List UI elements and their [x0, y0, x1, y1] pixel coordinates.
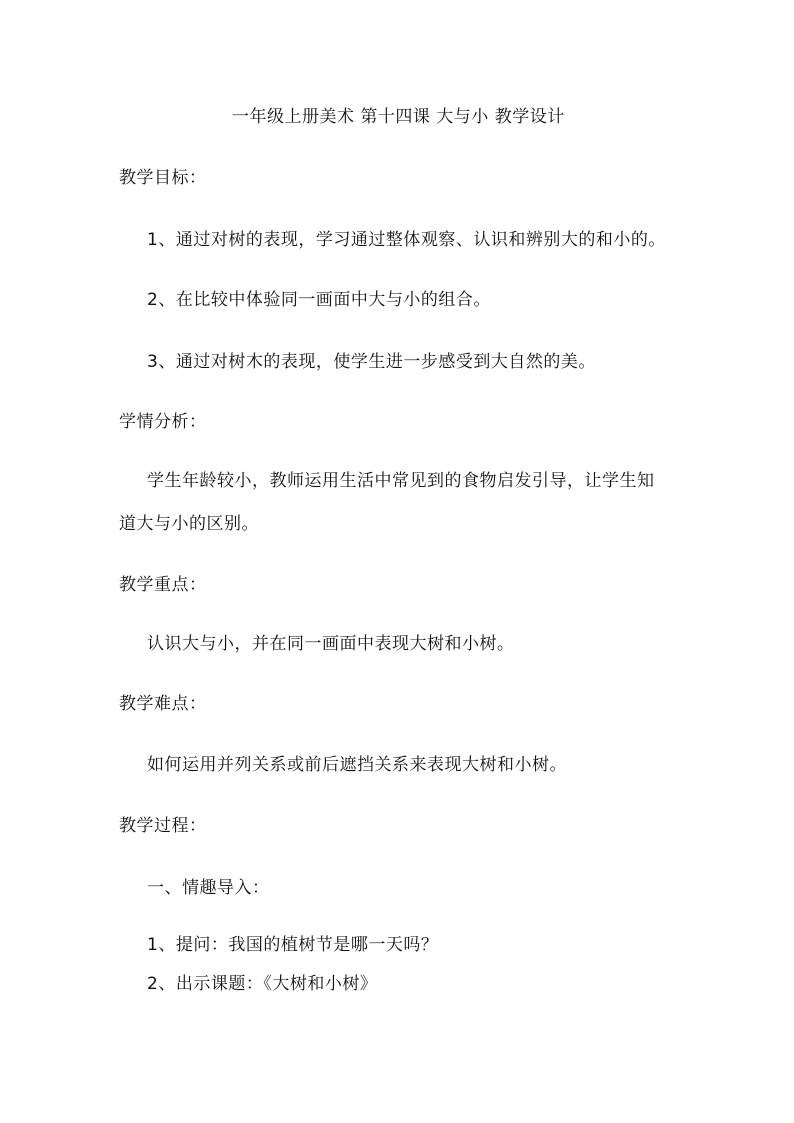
key-points-heading: 教学重点：	[119, 575, 207, 595]
key-points-text: 认识大与小，并在同一画面中表现大树和小树。	[147, 634, 515, 654]
process-item-2: 2、出示课题：《大树和小树》	[147, 974, 378, 994]
objective-item-1: 1、通过对树的表现，学习通过整体观察、认识和辨别大的和小的。	[147, 230, 666, 250]
analysis-text-line-1: 学生年龄较小，教师运用生活中常见到的食物启发引导，让学生知	[147, 471, 655, 491]
document-title: 一年级上册美术 第十四课 大与小 教学设计	[232, 107, 565, 127]
analysis-text-line-2: 道大与小的区别。	[119, 514, 259, 534]
process-step-1: 一、情趣导入：	[147, 878, 270, 898]
objective-item-2: 2、在比较中体验同一画面中大与小的组合。	[147, 290, 491, 310]
analysis-heading: 学情分析：	[119, 412, 207, 432]
process-heading: 教学过程：	[119, 816, 207, 836]
objective-item-3: 3、通过对树木的表现，使学生进一步感受到大自然的美。	[147, 352, 596, 372]
objectives-heading: 教学目标：	[119, 168, 207, 188]
difficulty-text: 如何运用并列关系或前后遮挡关系来表现大树和小树。	[147, 755, 567, 775]
difficulty-heading: 教学难点：	[119, 694, 207, 714]
process-item-1: 1、提问：我国的植树节是哪一天吗？	[147, 935, 439, 955]
